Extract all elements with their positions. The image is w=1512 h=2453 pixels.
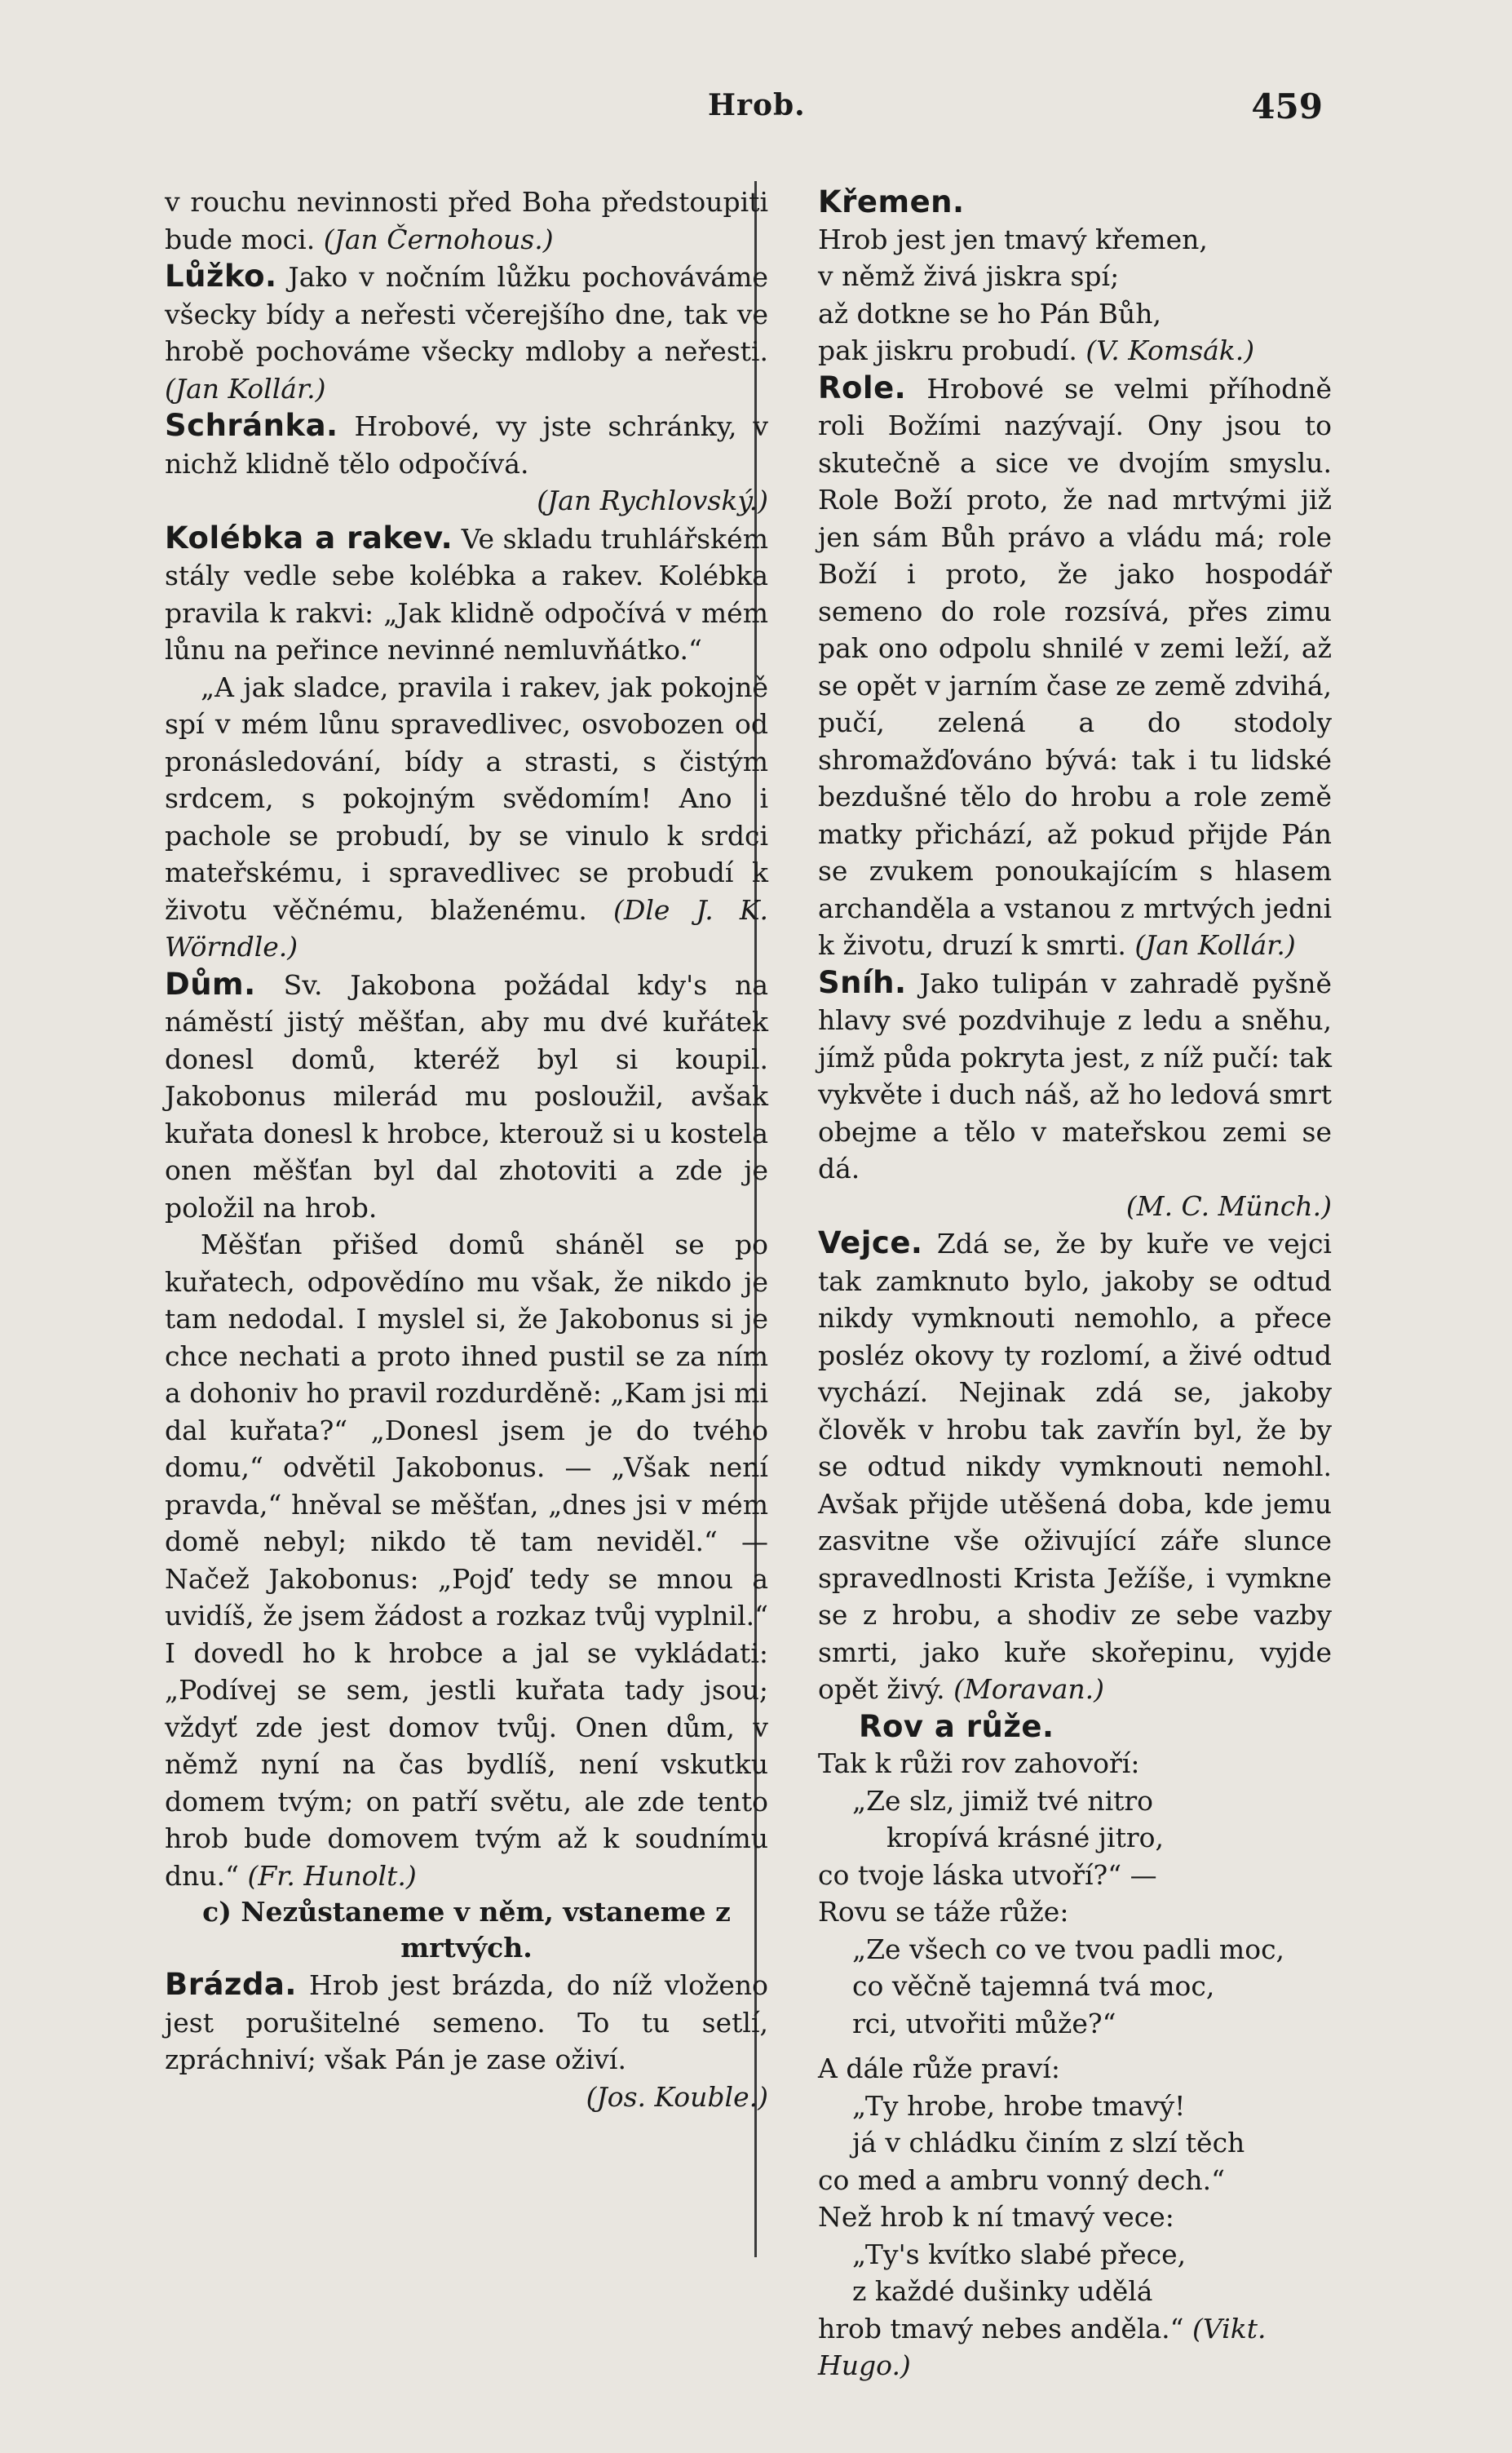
- verse-line: Tak k růži rov zahovoří:: [818, 1747, 1140, 1779]
- headword: Sníh.: [818, 964, 907, 1000]
- entry-brazda: Brázda. Hrob jest brázda, do níž vloženo jest porušitelné semeno. To tu setlí, zpráchniví; však Pán je zase oživí.: [165, 1967, 768, 2075]
- poem-title: Rov a růže.: [859, 1708, 1054, 1744]
- headword: Vejce.: [818, 1225, 923, 1260]
- verse-line: Než hrob k ní tmavý vece:: [818, 2201, 1174, 2233]
- stanza-gap: [818, 2042, 1332, 2050]
- headword: Křemen.: [818, 184, 965, 219]
- verse-line: Rovu se táže růže:: [818, 1896, 1069, 1928]
- entry-dum: Dům. Sv. Jakobona požádal kdy's na náměstí jistý měšťan, aby mu dvé kuřátek donesl domů, kteréž byl si koupil. Jakobonus milerád mu posloužil, avšak kuřata donesl k hrobce, kterouž si u kostela onen měšťan byl dal zhotoviti a zde je položil na hrob.: [165, 966, 769, 1224]
- headword: Lůžko.: [165, 259, 277, 294]
- verse-line: já v chládku činím z slzí těch: [852, 2127, 1245, 2159]
- verse-line: co med a ambru vonný dech.“: [818, 2163, 1225, 2196]
- author-citation: (Jos. Kouble.): [586, 2080, 768, 2113]
- entry-role: Role. Hrobové se velmi příhodně roli Božími nazývají. Ony jsou to skutečně a sice ve dvojím smyslu. Role Boží proto, že nad mrtvými již jen sám Bůh právo a vládu má; role Boží i proto, že jako hospodář semeno do role rozsívá, přes zimu pak ono odpolu shnilé v zemi leží, až se opět v jarním čase ze země zdvihá, pučí, zelená a do stodoly shromažďováno bývá: tak i tu lidské bezdušné tělo do hrobu a role země matky přichází, až pokud přijde Pán se zvukem ponoukajícím s hlasem archanděla a vstanou z mrtvých jedni k životu, druzí k smrti. (Jan Kollár.): [818, 370, 1332, 961]
- author-citation: (Jan Rychlovský.): [537, 485, 768, 516]
- verse-line: „Ze slz, jimiž tvé nitro: [852, 1784, 1154, 1817]
- section-heading: c) Nezůstaneme v něm, vstaneme z mrtvých.: [202, 1896, 731, 1964]
- verse-line: z každé dušinky udělá: [852, 2275, 1153, 2307]
- author-citation: (Jan Kollár.): [1134, 929, 1296, 961]
- verse-line: hrob tmavý nebes anděla.“ (Vikt. Hugo.): [818, 2312, 1267, 2381]
- left-column: [165, 184, 768, 2115]
- entry-vejce: Vejce. Zdá se, že by kuře ve vejci tak zamknuto bylo, jakoby se odtud nikdy vymknouti nemohlo, a přece posléz okovy ty rozlomí, a živé odtud vychází. Nejinak zdá se, jakoby člověk v hrobu tak zavřín byl, že by se odtud nikdy vymknouti nemohl. Avšak přijde utěšená doba, kde jemu zasvitne vše oživující záře slunce spravedlnosti Krista Ježíše, i vymkne se z hrobu, a shodiv ze sebe vazby smrti, jako kuře skořepinu, vyjde opět živý. (Moravan.): [818, 1225, 1332, 1705]
- entry-snih: Sníh. Jako tulipán v zahradě pyšně hlavy své pozdvihuje z ledu a sněhu, jímž půda pokryta jest, z níž pučí: tak vykvěte i duch náš, až ho ledová smrt obejme a tělo v mateřskou zemi se dá.: [818, 964, 1332, 1184]
- author-citation: (Jan Černohous.): [323, 223, 554, 255]
- verse-line: co věčně tajemná tvá moc,: [852, 1970, 1215, 2002]
- author-citation: (M. C. Münch.): [1125, 1189, 1332, 1222]
- headword: Brázda.: [165, 1967, 297, 2002]
- verse-line: rci, utvořiti může?“: [852, 2007, 1116, 2039]
- poem-rov-a-ruze: [818, 1745, 1332, 2384]
- verse-line: až dotkne se ho Pán Bůh,: [818, 297, 1162, 330]
- verse-line: „Ze všech co ve tvou padli moc,: [852, 1933, 1285, 1965]
- verse-line: co tvoje láska utvoří?“ —: [818, 1858, 1157, 1891]
- verse-kremen: [818, 221, 1332, 370]
- author-citation: (V. Komsák.): [1085, 334, 1255, 366]
- author-citation: (Moravan.): [953, 1673, 1105, 1705]
- page-number: 459: [1251, 86, 1323, 126]
- author-citation: (Vikt. Hugo.): [818, 2312, 1267, 2381]
- headword: Kolébka a rakev.: [165, 520, 453, 556]
- headword: Dům.: [165, 966, 256, 1002]
- author-citation: (Dle J. K. Wörndle.): [165, 893, 768, 963]
- headword: Schránka.: [165, 408, 338, 443]
- verse-line: Hrob jest jen tmavý křemen,: [818, 223, 1208, 255]
- headword: Role.: [818, 370, 907, 405]
- verse-line: pak jiskru probudí. (V. Komsák.): [818, 334, 1255, 366]
- entry-kolebka: Kolébka a rakev. Ve skladu truhlářském stály vedle sebe kolébka a rakev. Kolébka pravila k rakvi: „Jak klidně odpočívá v mém lůnu na peřince nevinné nemluvňátko.“: [165, 520, 768, 666]
- paragraph: „A jak sladce, pravila i rakev, jak pokojně spí v mém lůnu spravedlivec, osvobozen od pronásledování, bídy a strasti, s čistým srdcem, s pokojným svědomím! Ano i pachole se probudí, by se vinulo k srdci mateřskému, i spravedlivec se probudí k životu věčnému, blaženému. (Dle J. K. Wörndle.): [165, 671, 768, 963]
- verse-line: „Ty hrobe, hrobe tmavý!: [852, 2089, 1186, 2122]
- author-citation: (Fr. Hunolt.): [247, 1859, 417, 1892]
- right-column: [818, 184, 1332, 2384]
- verse-line: „Ty's kvítko slabé přece,: [852, 2238, 1187, 2270]
- running-head: Hrob.: [708, 88, 806, 122]
- verse-line: A dále růže praví:: [818, 2052, 1061, 2084]
- entry-continuation: v rouchu nevinnosti před Boha předstoupiti bude moci. (Jan Černohous.): [165, 186, 768, 255]
- verse-line: v němž živá jiskra spí;: [818, 260, 1120, 292]
- entry-luzko: Lůžko. Jako v nočním lůžku pochováváme všecky bídy a neřesti včerejšího dne, tak ve hrobě pochováme všecky mdloby a neřesti. (Jan Kollár.): [165, 259, 768, 405]
- entry-schranka: Schránka. Hrobové, vy jste schránky, v nichž klidně tělo odpočívá.: [165, 408, 768, 480]
- paragraph: Měšťan přišed domů sháněl se po kuřatech, odpovědíno mu však, že nikdo je tam nedodal. I myslel si, že Jakobonus si je chce nechati a proto ihned pustil se za ním a dohoniv ho pravil rozdurděně: „Kam jsi mi dal kuřata?“ „Donesl jsem je do tvého domu,“ odvětil Jakobonus. — „Však není pravda,“ hněval se měšťan, „dnes jsi v mém domě nebyl; nikdo tě tam neviděl.“ — Načež Jakobonus: „Pojď tedy se mnou a uvidíš, že jsem žádost a rozkaz tvůj vyplnil.“ I dovedl ho k hrobce a jal se vykládati: „Podívej se sem, jestli kuřata tady jsou; vždyť zde jest domov tvůj. Onen dům, v němž nyní na čas bydlíš, není vskutku domem tvým; on patří světu, ale zde tento hrob bude domovem tvým až k soudnímu dnu.“ (Fr. Hunolt.): [165, 1229, 768, 1892]
- author-citation: (Jan Kollár.): [165, 372, 326, 405]
- verse-line: kropívá krásné jitro,: [886, 1822, 1164, 1853]
